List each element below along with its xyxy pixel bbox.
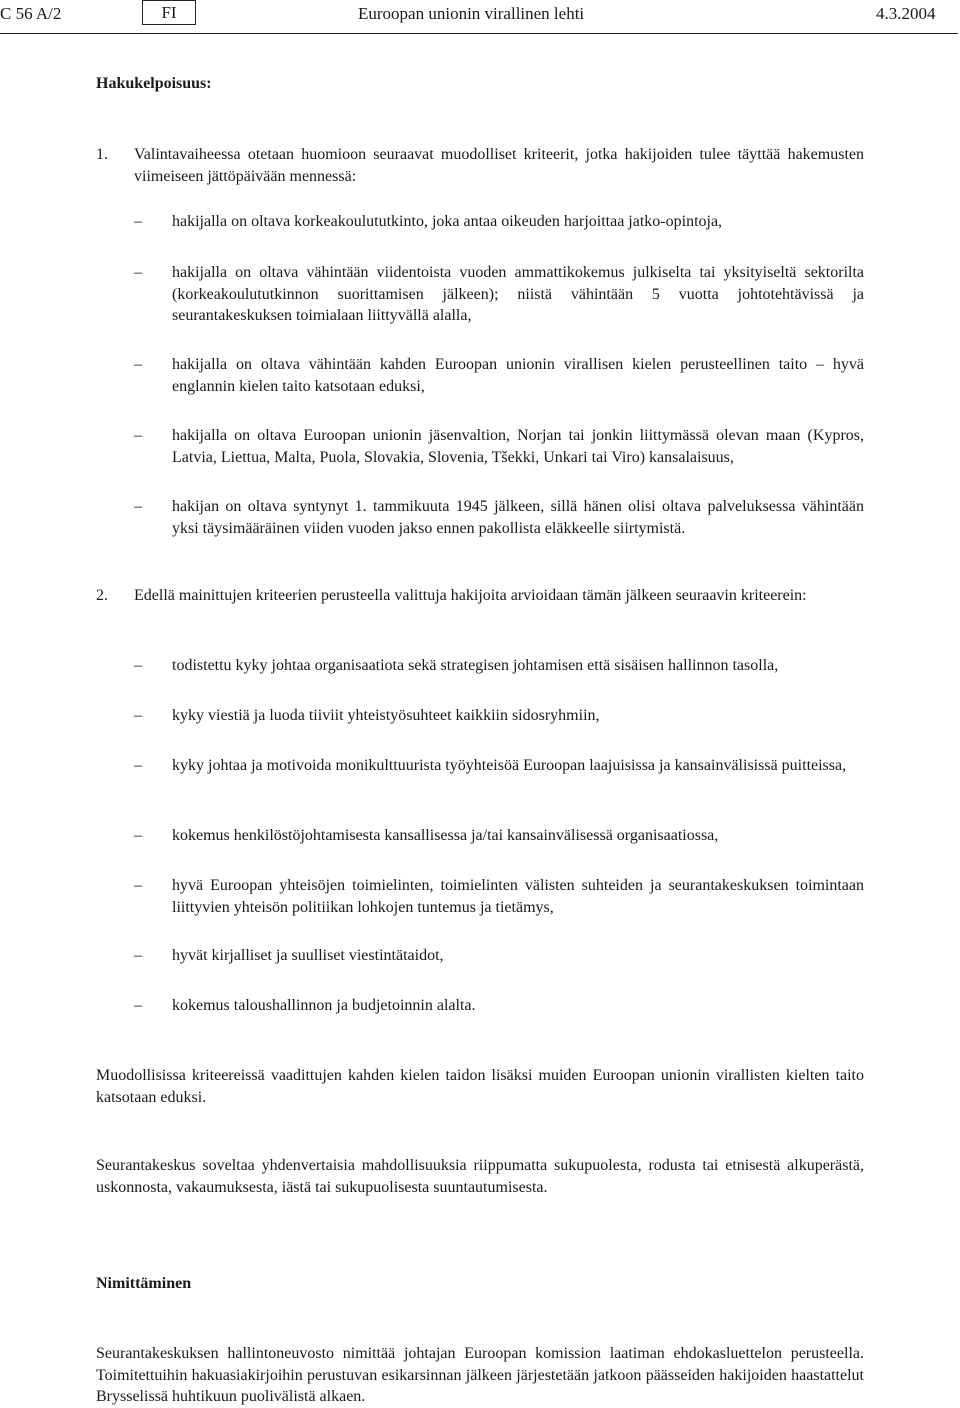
equal-opportunity-paragraph: Seurantakeskus soveltaa yhdenvertaisia mahdollisuuksia riippumatta sukupuolesta, rodusta tai etnisestä alkuperästä, uskonnosta, vakaumuksesta, iästä tai sukupuolisesta suuntautumisesta. [96,1157,864,1196]
header-rule [0,33,958,34]
assessment-item-5: hyvä Euroopan yhteisöjen toimielinten, toimielinten välisten suhteiden ja seurantakeskuksen toimintaan liittyvien yhteisön politiikan lohkojen tuntemus ja tietämys, [172,877,864,916]
assessment-item-4: kokemus henkilöstöjohtamisesta kansallisessa ja/tai kansainvälisessä organisaatiossa, [172,827,719,844]
assessment-item-7: kokemus taloushallinnon ja budjetoinnin alalta. [172,997,476,1014]
appointment-heading: Nimittäminen [96,1275,192,1292]
eligibility-heading: Hakukelpoisuus: [96,75,212,92]
list-dash: – [134,213,142,230]
section-1-number: 1. [96,146,108,163]
list-dash: – [134,827,142,844]
language-code: FI [142,0,196,25]
list-dash: – [134,498,142,515]
assessment-item-2: kyky viestiä ja luoda tiiviit yhteistyösuhteet kaikkiin sidosryhmiin, [172,707,600,724]
list-dash: – [134,707,142,724]
assessment-item-3: kyky johtaa ja motivoida monikulttuurista työyhteisöä Euroopan laajuisissa ja kansainvälisissä puitteissa, [172,757,847,774]
criteria-item-5: hakijan on oltava syntynyt 1. tammikuuta 1945 jälkeen, sillä hänen olisi oltava palveluksessa vähintään yksi täysimääräinen viiden vuoden jakso ennen pakollista eläkkeelle siirtymistä. [172,498,864,537]
assessment-item-1: todistettu kyky johtaa organisaatiota sekä strategisen johtamisen että sisäisen hallinnon tasolla, [172,657,779,674]
list-dash: – [134,757,142,774]
criteria-item-2: hakijalla on oltava vähintään viidentoista vuoden ammattikokemus julkiselta tai yksityiseltä sektorilta (korkeakoulututkinnon suorittamisen jälkeen); niistä vähintään 5 vuotta johtotehtävissä ja seurantakeskuksen toimialaan liittyvällä alalla, [172,264,864,324]
assessment-item-6: hyvät kirjalliset ja suulliset viestintätaidot, [172,947,444,964]
list-dash: – [134,657,142,674]
list-dash: – [134,427,142,444]
appointment-paragraph: Seurantakeskuksen hallintoneuvosto nimittää johtajan Euroopan komission laatiman ehdokasluettelon perusteella. Toimitettuihin hakuasiakirjoihin perustuvan esikarsinnan jälkeen järjestetään jatkoon päässeiden hakijoiden haastattelut Brysselissä huhtikuun puolivälistä alkaen. [96,1345,864,1405]
list-dash: – [134,947,142,964]
section-2-intro: Edellä mainittujen kriteerien perusteella valittuja hakijoita arvioidaan tämän jälkeen seuraavin kriteerein: [134,587,807,604]
issue-date: 4.3.2004 [876,4,936,23]
criteria-item-1: hakijalla on oltava korkeakoulututkinto, joka antaa oikeuden harjoittaa jatko-opintoja, [172,213,723,230]
section-2-number: 2. [96,587,108,604]
list-dash: – [134,356,142,373]
list-dash: – [134,997,142,1014]
page-reference: C 56 A/2 [0,4,62,23]
list-dash: – [134,264,142,281]
list-dash: – [134,877,142,894]
section-1-intro: Valintavaiheessa otetaan huomioon seuraavat muodolliset kriteerit, jotka hakijoiden tulee täyttää hakemusten viimeiseen jättöpäivään mennessä: [134,146,864,185]
journal-title: Euroopan unionin virallinen lehti [358,4,585,23]
criteria-item-3: hakijalla on oltava vähintään kahden Euroopan unionin virallisen kielen perusteellinen taito – hyvä englannin kielen taito katsotaan eduksi, [172,356,864,395]
criteria-item-4: hakijalla on oltava Euroopan unionin jäsenvaltion, Norjan tai jonkin liittymässä olevan maan (Kypros, Latvia, Liettua, Malta, Puola, Slovakia, Slovenia, Tšekki, Unkari tai Viro) kansalaisuus, [172,427,864,466]
page-header [0,0,960,34]
language-paragraph: Muodollisissa kriteereissä vaadittujen kahden kielen taidon lisäksi muiden Euroopan unionin virallisten kielten taito katsotaan eduksi. [96,1067,864,1106]
